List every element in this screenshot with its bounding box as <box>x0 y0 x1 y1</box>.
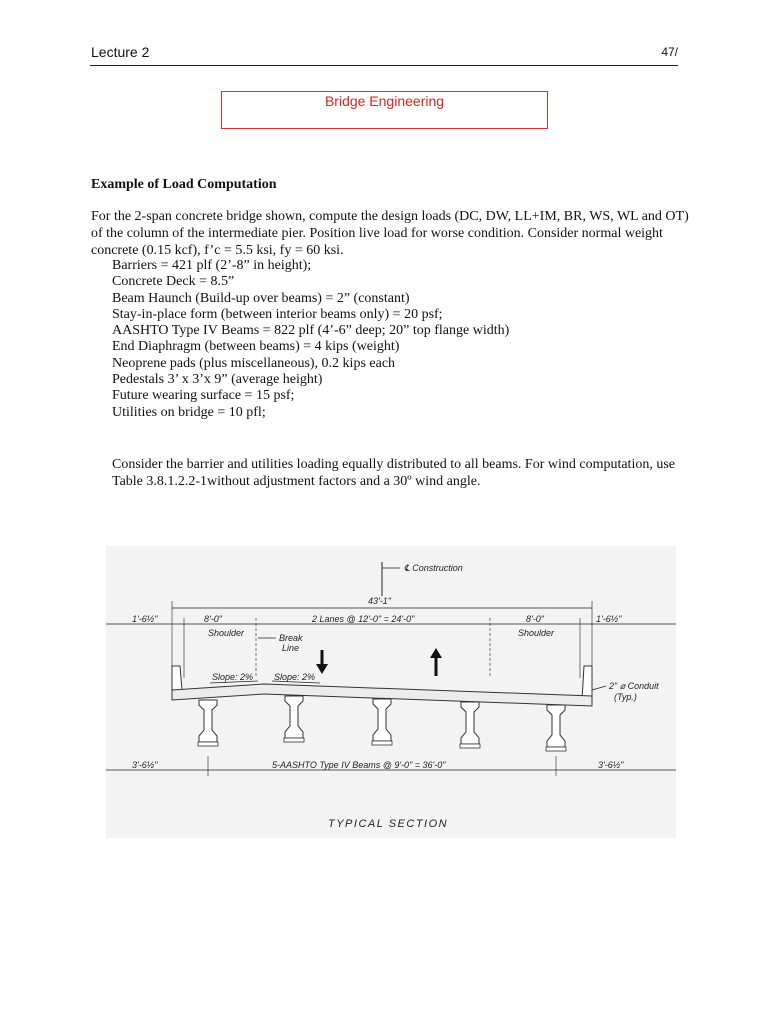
list-item: Utilities on bridge = 10 pfl; <box>112 404 266 420</box>
beam <box>372 699 392 745</box>
right-overhang-bottom-dim: 3'-6½" <box>598 760 624 770</box>
up-arrow-icon <box>430 648 442 676</box>
break-line-label: Line <box>282 643 300 653</box>
overall-width-dim: 43'-1" <box>368 596 391 606</box>
left-shoulder-dim: 8'-0" <box>204 614 222 624</box>
right-barrier <box>582 666 592 700</box>
lanes-dim: 2 Lanes @ 12'-0" = 24'-0" <box>312 614 415 624</box>
beam <box>460 702 480 748</box>
left-overhang-bottom-dim: 3'-6½" <box>132 760 158 770</box>
note-paragraph: Consider the barrier and utilities loading equally distributed to all beams. For wind computation, use Table 3.8.1.2.2-1without adjustment factors and a 30º wind angle. <box>112 457 676 489</box>
figure-caption: TYPICAL SECTION <box>328 818 449 830</box>
header-divider <box>90 65 678 66</box>
intro-paragraph: For the 2-span concrete bridge shown, compute the design loads (DC, DW, LL+IM, BR, WS, WL and OT) of the column of the intermediate pier. Position live load for worse condition. Consider normal weight concrete (0.15 kcf), f’c = 5.5 ksi, fy = 60 ksi. <box>91 209 689 258</box>
list-item: Stay-in-place form (between interior beams only) = 20 psf; <box>112 306 443 322</box>
right-overhang-top-dim: 1'-6½" <box>596 614 622 624</box>
list-item: Beam Haunch (Build-up over beams) = 2” (constant) <box>112 290 410 306</box>
list-item: Barriers = 421 plf (2’-8” in height); <box>112 258 312 273</box>
page-number: 47/ <box>661 45 678 59</box>
beams-dim: 5-AASHTO Type IV Beams @ 9'-0" = 36'-0" <box>272 760 446 770</box>
construction-label: ℄ Construction <box>404 563 463 573</box>
conduit-label: 2" ⌀ Conduit <box>609 681 659 691</box>
left-shoulder-label: Shoulder <box>208 628 245 638</box>
right-shoulder-dim: 8'-0" <box>526 614 544 624</box>
list-item: Pedestals 3’ x 3’x 9” (average height) <box>112 372 323 388</box>
document-title: Bridge Engineering <box>324 93 445 109</box>
down-arrow-icon <box>316 650 328 674</box>
list-item: End Diaphragm (between beams) = 4 kips (weight) <box>112 339 400 355</box>
typical-section-figure <box>106 546 676 838</box>
slope-right-label: Slope: 2% <box>274 672 316 682</box>
title-box <box>221 91 548 129</box>
right-shoulder-label: Shoulder <box>518 628 555 638</box>
lecture-label: Lecture 2 <box>91 44 150 60</box>
beam <box>284 696 304 742</box>
break-label: Break <box>279 633 303 643</box>
load-list <box>112 258 682 421</box>
left-overhang-top-dim: 1'-6½" <box>132 614 158 624</box>
beam <box>198 700 218 746</box>
section-heading: Example of Load Computation <box>91 177 277 192</box>
list-item: Neoprene pads (plus miscellaneous), 0.2 kips each <box>112 355 396 371</box>
left-barrier <box>172 666 182 692</box>
beam <box>546 705 566 751</box>
list-item: Future wearing surface = 15 psf; <box>112 388 295 404</box>
list-item: AASHTO Type IV Beams = 822 plf (4’-6” deep; 20” top flange width) <box>112 323 510 339</box>
list-item: Concrete Deck = 8.5” <box>112 274 235 290</box>
bridge-section-drawing <box>106 546 676 838</box>
conduit-typ-label: (Typ.) <box>614 692 637 702</box>
slope-left-label: Slope: 2% <box>212 672 254 682</box>
